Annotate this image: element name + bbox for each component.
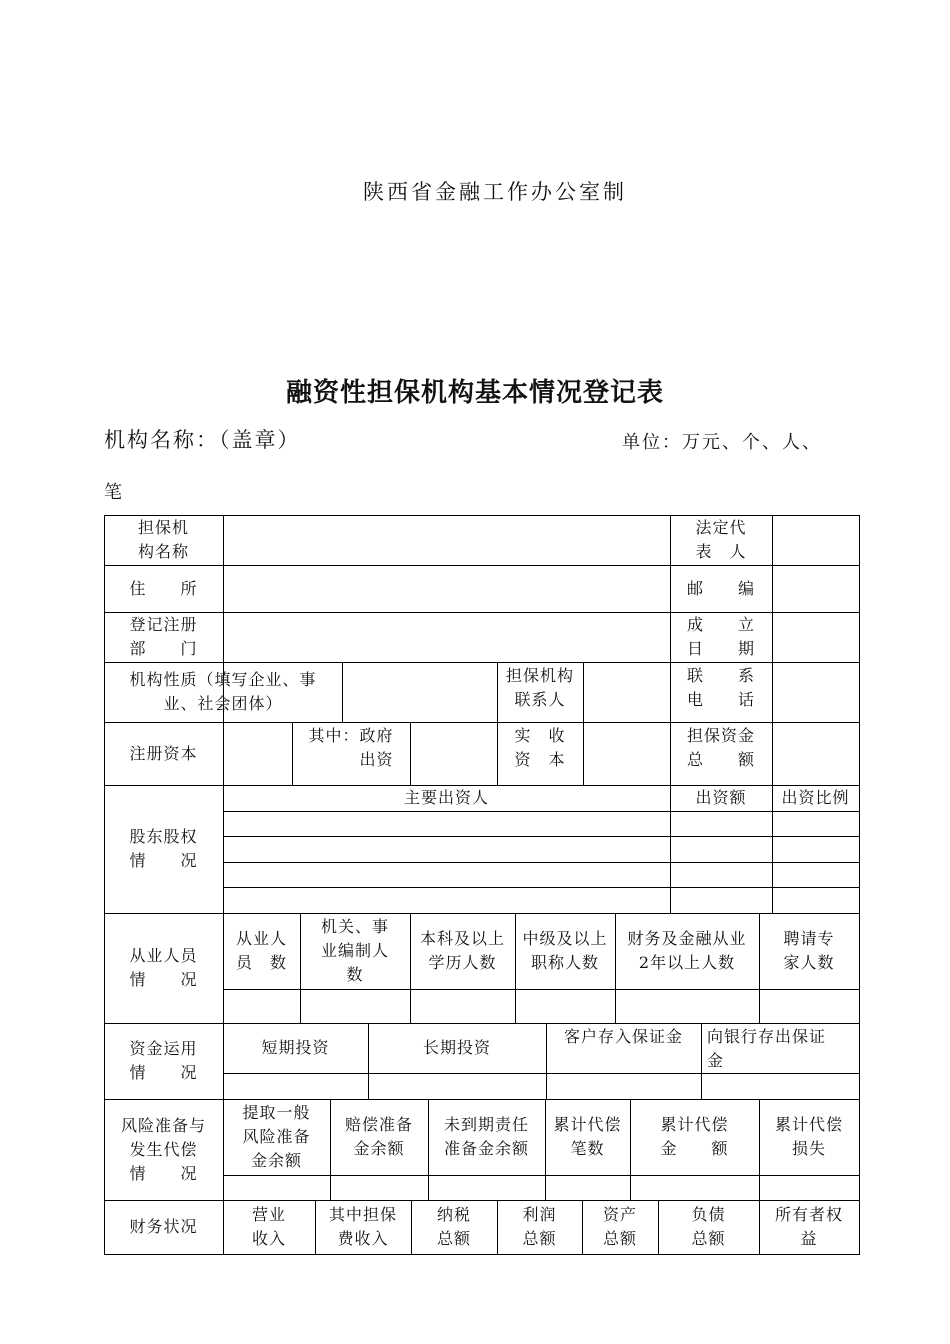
value-postcode[interactable]	[772, 565, 859, 612]
label-established-date: 成 立 日 期	[686, 615, 755, 658]
header-cumulative-loss: 累计代偿 损失	[774, 1115, 843, 1158]
label-guarantee-fund: 担保资金 总 额	[686, 726, 755, 769]
label-registered-capital: 注册资本	[129, 743, 198, 763]
table-rule-v	[859, 515, 860, 1255]
table-rule-h	[223, 1073, 860, 1074]
label-gov-investment: 其中：政府 出资	[308, 726, 394, 769]
header-tax-total: 纳税 总额	[436, 1205, 471, 1248]
issuer-text: 陕西省金融工作办公室制	[363, 180, 627, 204]
label-risk-reserve: 风险准备与 发生代偿 情 况	[120, 1115, 206, 1183]
header-cumulative-count: 累计代偿 笔数	[553, 1115, 622, 1158]
table-rule-h	[223, 811, 860, 812]
header-long-term-investment: 长期投资	[422, 1038, 491, 1057]
header-staff-count: 从业人 员 数	[235, 929, 287, 972]
form-title: 融资性担保机构基本情况登记表	[285, 378, 664, 408]
label-address: 住 所	[129, 578, 198, 598]
header-bank-deposits: 向银行存出保证 金	[707, 1027, 827, 1070]
header-profit-total: 利润 总额	[522, 1205, 557, 1248]
table-rule-h	[104, 1254, 860, 1255]
label-shareholders: 股东股权 情 况	[129, 827, 198, 870]
label-contact-person: 担保机构 联系人	[505, 666, 574, 709]
header-compensation-reserve: 赔偿准备 金余额	[344, 1115, 413, 1158]
value-contact-person[interactable]	[583, 662, 670, 722]
header-cumulative-amount: 累计代偿 金 额	[660, 1115, 729, 1158]
value-gov-investment[interactable]	[410, 722, 497, 785]
header-asset-total: 资产 总额	[602, 1205, 637, 1248]
header-expert-count: 聘请专 家人数	[783, 929, 835, 972]
label-staff: 从业人员 情 况	[129, 946, 198, 989]
org-name-label: 机构名称：（盖章）	[104, 428, 301, 452]
label-contact-phone: 联 系 电 话	[686, 666, 755, 709]
value-registered-capital[interactable]	[223, 722, 292, 785]
value-contact-phone[interactable]	[772, 662, 859, 722]
table-rule-h	[223, 836, 860, 837]
header-general-risk-reserve: 提取一般 风险准备 金余额	[242, 1103, 311, 1170]
table-rule-h	[223, 1175, 860, 1176]
label-postcode: 邮 编	[686, 578, 755, 598]
header-civil-staff: 机关、事 业编制人 数	[320, 917, 389, 984]
header-finance-experience-count: 财务及金融从业 2年以上人数	[627, 929, 747, 972]
label-org-name: 担保机 构名称	[137, 518, 189, 561]
value-paid-capital[interactable]	[583, 722, 670, 785]
value-established-date[interactable]	[772, 612, 859, 662]
header-investment-amount: 出资额	[695, 788, 747, 807]
table-rule-h	[223, 989, 860, 990]
unit-label: 单位：万元、个、人、	[622, 432, 822, 453]
header-unexpired-reserve: 未到期责任 准备金余额	[443, 1115, 529, 1158]
table-rule-h	[223, 862, 860, 863]
label-reg-dept: 登记注册 部 门	[129, 615, 198, 658]
header-bachelor-count: 本科及以上 学历人数	[419, 929, 505, 972]
label-org-nature: 机构性质（填写企业、事 业、社会团体）	[129, 670, 317, 713]
header-main-investor: 主要出资人	[403, 788, 489, 807]
label-legal-rep: 法定代 表 人	[695, 518, 747, 561]
label-funds-usage: 资金运用 情 况	[129, 1039, 198, 1082]
label-paid-capital: 实 收 资 本	[514, 726, 566, 769]
value-address[interactable]	[223, 565, 670, 612]
header-investment-ratio: 出资比例	[781, 788, 850, 807]
value-guarantee-fund[interactable]	[772, 722, 859, 785]
unit-label-tail: 笔	[104, 482, 122, 503]
header-intermediate-title-count: 中级及以上 职称人数	[522, 929, 608, 972]
header-owner-equity: 所有者权 益	[774, 1205, 843, 1248]
header-short-term-investment: 短期投资	[261, 1038, 330, 1057]
value-legal-rep[interactable]	[772, 515, 859, 565]
value-reg-dept[interactable]	[223, 612, 670, 662]
header-operating-income: 营业 收入	[251, 1205, 286, 1248]
value-org-name[interactable]	[223, 515, 670, 565]
label-financial-status: 财务状况	[129, 1217, 198, 1236]
header-guarantee-fee-income: 其中担保 费收入	[328, 1205, 397, 1248]
header-liability-total: 负债 总额	[691, 1205, 726, 1248]
header-client-deposits: 客户存入保证金	[563, 1027, 683, 1046]
value-org-nature[interactable]	[342, 662, 497, 722]
table-rule-h	[223, 887, 860, 888]
